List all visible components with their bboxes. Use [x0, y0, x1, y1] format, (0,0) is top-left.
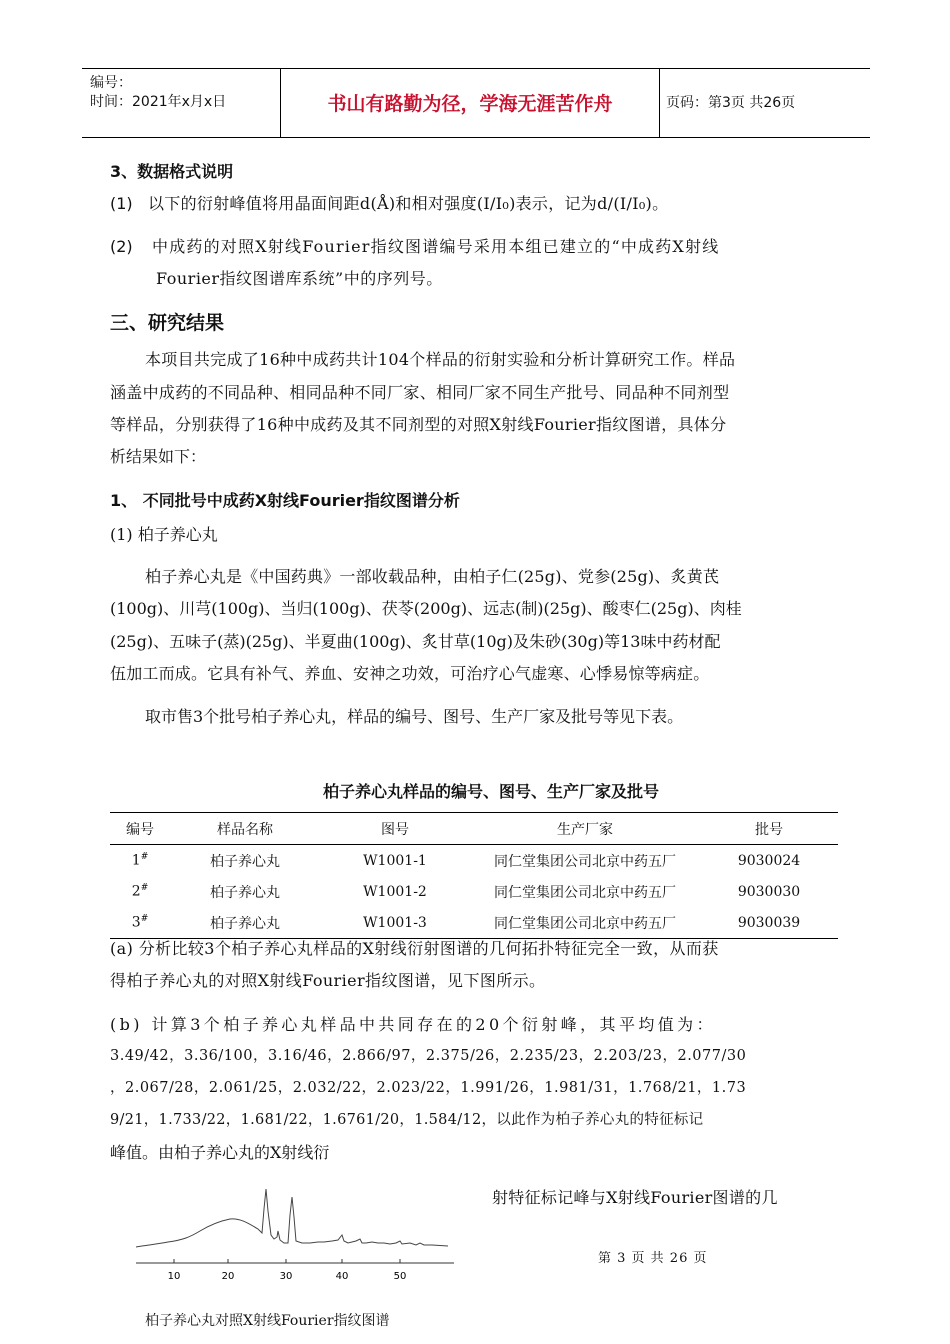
- item-2-text-line2: Fourier指纹图谱库系统”中的序列号。: [156, 269, 443, 288]
- cell-batch: 9030024: [737, 852, 801, 869]
- table-caption: 柏子养心丸样品的编号、图号、生产厂家及批号: [322, 782, 659, 801]
- results-para-line3: 等样品，分别获得了16种中成药及其不同剂型的对照X射线Fourier指纹图谱，具体分: [110, 415, 727, 434]
- item-2-marker: (2): [110, 237, 133, 256]
- intro-line2: (100g)、川芎(100g)、当归(100g)、茯苓(200g)、远志(制)(25g)、酸枣仁(25g)、肉桂: [110, 599, 742, 618]
- cell-batch: 9030030: [737, 883, 801, 900]
- analysis-b-line3: ，2.067/28，2.061/25，2.032/22，2.023/22，1.991/26，1.981/31，1.768/21，1.73: [110, 1080, 747, 1096]
- header-motto: 书山有路勤为径，学海无涯苦作舟: [327, 93, 613, 115]
- cell-fig: W1001-2: [363, 883, 427, 900]
- cell-maker: 同仁堂集团公司北京中药五厂: [470, 907, 700, 939]
- results-para-line4: 析结果如下：: [110, 447, 207, 466]
- analysis-right-text: 射特征标记峰与X射线Fourier图谱的几: [492, 1188, 778, 1207]
- analysis-b-line4: 9/21，1.733/22，1.681/22，1.6761/20，1.584/12，以此作为柏子养心丸的特征标记: [110, 1112, 704, 1128]
- intro-line3: (25g)、五味子(蒸)(25g)、半夏曲(100g)、炙甘草(10g)及朱砂(30g)等13味中药材配: [110, 632, 721, 651]
- page-footer: 第 3 页 共 26 页: [598, 1251, 708, 1266]
- cell-fig: W1001-1: [363, 852, 427, 869]
- cell-name: 柏子养心丸: [170, 907, 320, 939]
- cell-name: 柏子养心丸: [210, 853, 280, 870]
- table-row: [110, 845, 838, 877]
- item-1-text: 以下的衍射峰值将用晶面间距d(Å)和相对强度(I/I₀)表示，记为d/(I/I₀)。: [148, 194, 669, 213]
- analysis-b-line2: 3.49/42，3.36/100，3.16/46，2.866/97，2.375/26，2.235/23，2.203/23，2.077/30: [110, 1048, 747, 1064]
- intro-line1: 柏子养心丸是《中国药典》一部收载品种，由柏子仁(25g)、党参(25g)、炙黄芪: [145, 567, 720, 586]
- cell-fig: W1001-3: [320, 907, 470, 939]
- header-motto-cell: [281, 69, 660, 137]
- cell-id: 3#: [110, 907, 170, 939]
- document-date-label: 时间：2021年x月x日: [90, 94, 227, 110]
- cell-batch: 9030039: [700, 907, 838, 939]
- item-1-marker: (1): [110, 194, 133, 213]
- results-title: 三、研究结果: [110, 312, 225, 334]
- col-header-id: 编号: [110, 813, 170, 845]
- subsection-1-item: (1) 柏子养心丸: [110, 525, 218, 544]
- intro-line5: 取市售3个批号柏子养心丸，样品的编号、图号、生产厂家及批号等见下表。: [145, 707, 684, 726]
- samples-table: [110, 812, 838, 939]
- intro-line4: 伍加工而成。它具有补气、养血、安神之功效，可治疗心气虚寒、心悸易惊等病症。: [110, 664, 710, 683]
- analysis-a-line2: 得柏子养心丸的对照X射线Fourier指纹图谱，见下图所示。: [110, 971, 546, 990]
- xrd-tick-label: 50: [393, 1271, 407, 1282]
- cell-maker: 同仁堂集团公司北京中药五厂: [494, 884, 676, 901]
- document-number-label: 编号：: [90, 75, 132, 91]
- table-row: [110, 876, 838, 907]
- analysis-b-line1: (b) 计算3个柏子养心丸样品中共同存在的20个衍射峰，其平均值为：: [110, 1015, 716, 1034]
- col-header-name: 样品名称: [170, 813, 320, 845]
- subsection-1-title: 1、 不同批号中成药X射线Fourier指纹图谱分析: [110, 491, 460, 510]
- analysis-a-line1: (a) 分析比较3个柏子养心丸样品的X射线衍射图谱的几何拓扑特征完全一致，从而获: [110, 939, 719, 958]
- analysis-b-line5: 峰值。由柏子养心丸的X射线衍: [110, 1143, 330, 1162]
- cell-id: 2#: [131, 883, 149, 900]
- header-page-code: 页码：第3页 共26页: [666, 95, 796, 111]
- item-2-text-line1: 中成药的对照X射线Fourier指纹图谱编号采用本组已建立的“中成药X射线: [152, 237, 720, 256]
- col-header-fig: 图号: [320, 813, 470, 845]
- cell-maker: 同仁堂集团公司北京中药五厂: [494, 853, 676, 870]
- cell-name: 柏子养心丸: [210, 884, 280, 901]
- table-header-row: [110, 813, 838, 845]
- xrd-tick-label: 30: [279, 1271, 293, 1282]
- figure-caption: 柏子养心丸对照X射线Fourier指纹图谱: [145, 1313, 390, 1329]
- xrd-tick-label: 10: [167, 1271, 181, 1282]
- page-header: [82, 68, 870, 138]
- results-para-line1: 本项目共完成了16种中成药共计104个样品的衍射实验和分析计算研究工作。样品: [145, 350, 736, 369]
- xrd-tick-label: 20: [221, 1271, 235, 1282]
- xrd-pattern-curve: [136, 1189, 448, 1247]
- xrd-tick-label: 40: [335, 1271, 349, 1282]
- col-header-maker: 生产厂家: [470, 813, 700, 845]
- col-header-batch: 批号: [700, 813, 838, 845]
- header-meta-cell: [82, 69, 281, 137]
- xrd-pattern-figure: [128, 1185, 458, 1285]
- cell-id: 1#: [131, 852, 149, 869]
- results-para-line2: 涵盖中成药的不同品种、相同品种不同厂家、相同厂家不同生产批号、同品种不同剂型: [110, 383, 730, 402]
- section-3-title: 3、数据格式说明: [110, 162, 234, 181]
- header-page-cell: [660, 69, 870, 137]
